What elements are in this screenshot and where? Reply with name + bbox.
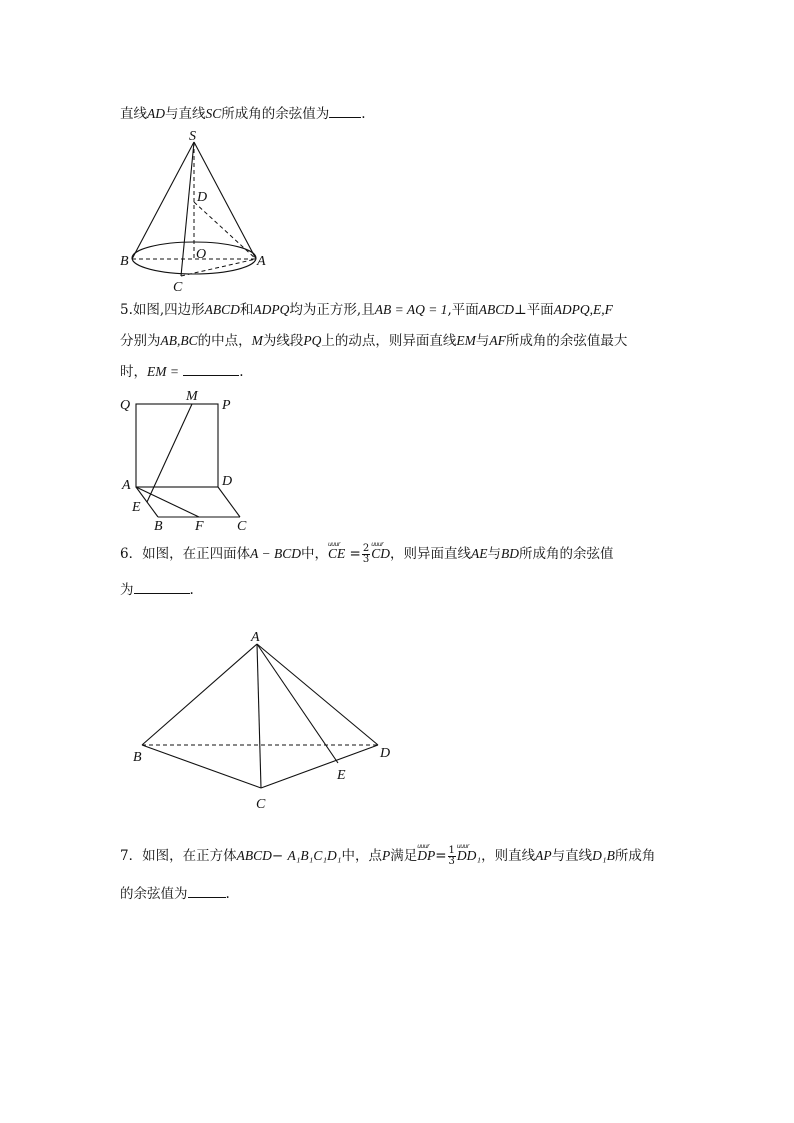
label-p: P: [222, 398, 231, 413]
text: 所成角的余弦值: [518, 546, 614, 562]
label-d: D: [380, 746, 391, 761]
math: PQ: [303, 333, 322, 348]
denominator: 3: [362, 554, 370, 565]
label-b: B: [120, 254, 129, 269]
text: 中，: [300, 546, 328, 562]
edge-bc: [142, 745, 261, 788]
math: AF: [489, 333, 506, 348]
vector-ce: uuur CE: [328, 544, 345, 564]
math: D₁B: [592, 848, 615, 863]
text: 满足: [390, 848, 418, 864]
math: AB,BC: [160, 333, 198, 348]
math: ABCD: [204, 302, 240, 317]
text: 中，点: [341, 848, 382, 864]
math-sc: SC: [205, 106, 222, 121]
numerator: 2: [362, 543, 370, 554]
text: ，则异面直线: [389, 546, 471, 562]
text: 与直线: [551, 848, 593, 864]
text: ，则直线: [481, 848, 536, 864]
label-b: B: [154, 519, 163, 534]
text: 时，: [120, 364, 147, 380]
text: 平面: [526, 302, 554, 318]
math: P: [381, 848, 391, 863]
text: 为: [120, 582, 134, 598]
label-e: E: [337, 768, 346, 783]
edge-ad: [257, 644, 378, 745]
label-c: C: [173, 280, 183, 295]
vector-cd: uuur CD: [371, 544, 390, 564]
fraction-1-3: [448, 846, 456, 867]
math: A₁B₁C₁D₁: [287, 848, 342, 863]
math: ⊥: [513, 302, 527, 318]
text: .: [225, 886, 230, 902]
text: 的中点，: [197, 333, 252, 349]
label-f: F: [195, 519, 204, 534]
label-c: C: [237, 519, 247, 534]
math: A − BCD: [250, 546, 301, 561]
math: =: [349, 546, 361, 562]
q7-line-1: [120, 846, 655, 867]
label-a: A: [251, 630, 260, 645]
text: .: [361, 106, 366, 122]
text: 的余弦值为: [120, 886, 188, 902]
math: ADPQ: [253, 302, 290, 317]
text: .: [239, 364, 244, 380]
text: 与: [475, 333, 490, 349]
label-a: A: [257, 254, 266, 269]
math: AP: [535, 848, 552, 863]
text: 所成角的余弦值为: [221, 106, 330, 122]
math: BD: [500, 546, 519, 561]
answer-blank[interactable]: [188, 884, 226, 898]
math: AE: [470, 546, 488, 561]
denominator: 3: [448, 856, 455, 867]
math: M: [251, 333, 263, 348]
label-c: C: [256, 797, 266, 812]
text: 5.如图,四边形: [120, 302, 205, 318]
label-q: Q: [120, 398, 131, 413]
label-b: B: [133, 750, 142, 765]
text: .: [189, 582, 194, 598]
text: 均为正方形,且: [289, 302, 375, 318]
edge-ab: [142, 644, 257, 745]
text: 7．如图，在正方体: [120, 848, 237, 864]
text: 和: [239, 302, 254, 318]
math: −: [271, 848, 284, 864]
text: 分别为: [120, 333, 161, 349]
label-d: D: [222, 474, 233, 489]
q7-line-2: [120, 884, 230, 904]
math: =: [435, 848, 447, 864]
label-a: A: [122, 478, 131, 493]
label-d: D: [197, 190, 208, 205]
label-s: S: [189, 129, 196, 144]
label-e: E: [132, 500, 141, 515]
text: 与直线: [165, 106, 206, 122]
text: 6．如图，在正四面体: [120, 546, 251, 562]
numerator: 1: [448, 845, 455, 856]
math-ad: AD: [147, 106, 165, 121]
math: AB = AQ = 1: [374, 302, 448, 317]
edge-ac: [257, 644, 261, 788]
math: EM =: [147, 364, 179, 379]
text: 上的动点，则异面直线: [321, 333, 457, 349]
text: 与: [487, 546, 501, 562]
edge-cd: [261, 745, 378, 788]
math: ABCD: [478, 302, 514, 317]
math: ADPQ,E,F: [553, 302, 613, 317]
text: ,平面: [447, 302, 479, 318]
vector-dp: uuur DP: [417, 846, 435, 866]
text: 所成角的余弦值最大: [505, 333, 628, 349]
vector-dd1: uuur DD₁: [457, 846, 481, 866]
text: 所成角: [614, 848, 656, 864]
text: 直线: [120, 106, 147, 122]
text: 为线段: [262, 333, 304, 349]
math: EM: [456, 333, 476, 348]
label-m: M: [186, 389, 198, 404]
label-o: O: [196, 247, 207, 262]
math: ABCD: [236, 848, 272, 863]
